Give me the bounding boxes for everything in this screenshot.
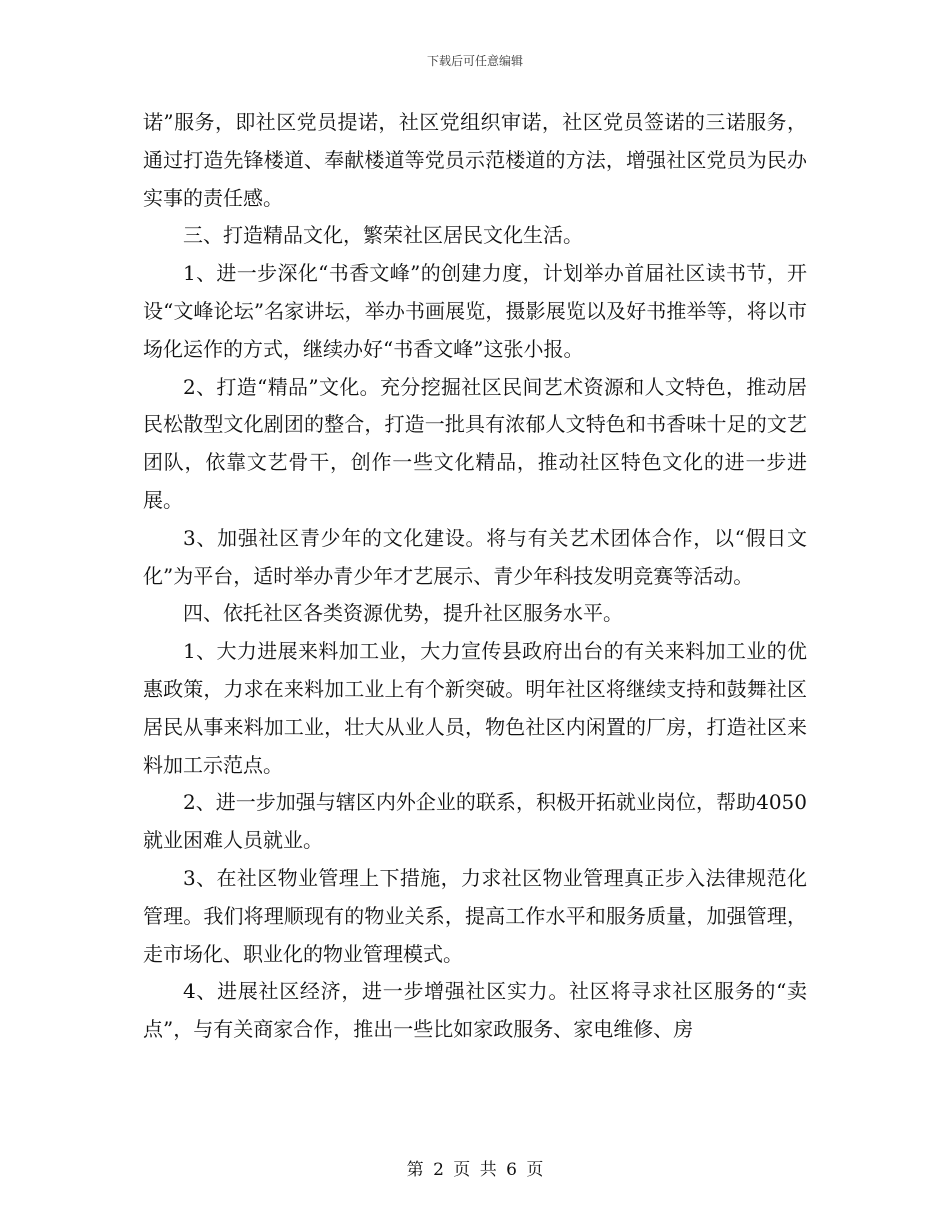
section-heading-4: 四、依托社区各类资源优势，提升社区服务水平。 <box>183 601 623 626</box>
paragraph-4-4: 4、进展社区经济，进一步增强社区实力。社区将寻求社区服务的“卖点”，与有关商家合作，推出一些比如家政服务、家电维修、房 <box>143 979 807 1042</box>
page-number-footer: 第 2 页 共 6 页 <box>406 1160 544 1180</box>
paragraph-4-1: 1、大力进展来料加工业，大力宣传县政府出台的有关来料加工业的优惠政策，力求在来料加工业上有个新突破。明年社区将继续支持和鼓舞社区居民从事来料加工业，壮大从业人员，物色社区内闲置的厂房，打造社区来料加工示范点。 <box>143 639 807 777</box>
paragraph-3-3: 3、加强社区青少年的文化建设。将与有关艺术团体合作，以“假日文化”为平台，适时举办青少年才艺展示、青少年科技发明竞赛等活动。 <box>143 525 807 588</box>
document-body <box>143 104 807 1049</box>
paragraph-3-1: 1、进一步深化“书香文峰”的创建力度，计划举办首届社区读书节，开设“文峰论坛”名家讲坛，举办书画展览，摄影展览以及好书推举等，将以市场化运作的方式，继续办好“书香文峰”这张小报。 <box>143 261 807 361</box>
paragraph-3-2: 2、打造“精品”文化。充分挖掘社区民间艺术资源和人文特色，推动居民松散型文化剧团的整合，打造一批具有浓郁人文特色和书香味十足的文艺团队，依靠文艺骨干，创作一些文化精品，推动社区特色文化的进一步进展。 <box>143 374 807 512</box>
page-header: 下载后可任意编辑 <box>426 54 523 68</box>
paragraph-4-2: 2、进一步加强与辖区内外企业的联系，积极开拓就业岗位，帮助4050就业困难人员就业。 <box>143 790 807 853</box>
paragraph-continuation: 诺”服务，即社区党员提诺，社区党组织审诺，社区党员签诺的三诺服务，通过打造先锋楼道、奉献楼道等党员示范楼道的方法，增强社区党员为民办实事的责任感。 <box>143 110 807 210</box>
paragraph-4-3: 3、在社区物业管理上下措施，力求社区物业管理真正步入法律规范化管理。我们将理顺现有的物业关系，提高工作水平和服务质量，加强管理，走市场化、职业化的物业管理模式。 <box>143 865 807 966</box>
section-heading-3: 三、打造精品文化，繁荣社区居民文化生活。 <box>183 223 583 248</box>
